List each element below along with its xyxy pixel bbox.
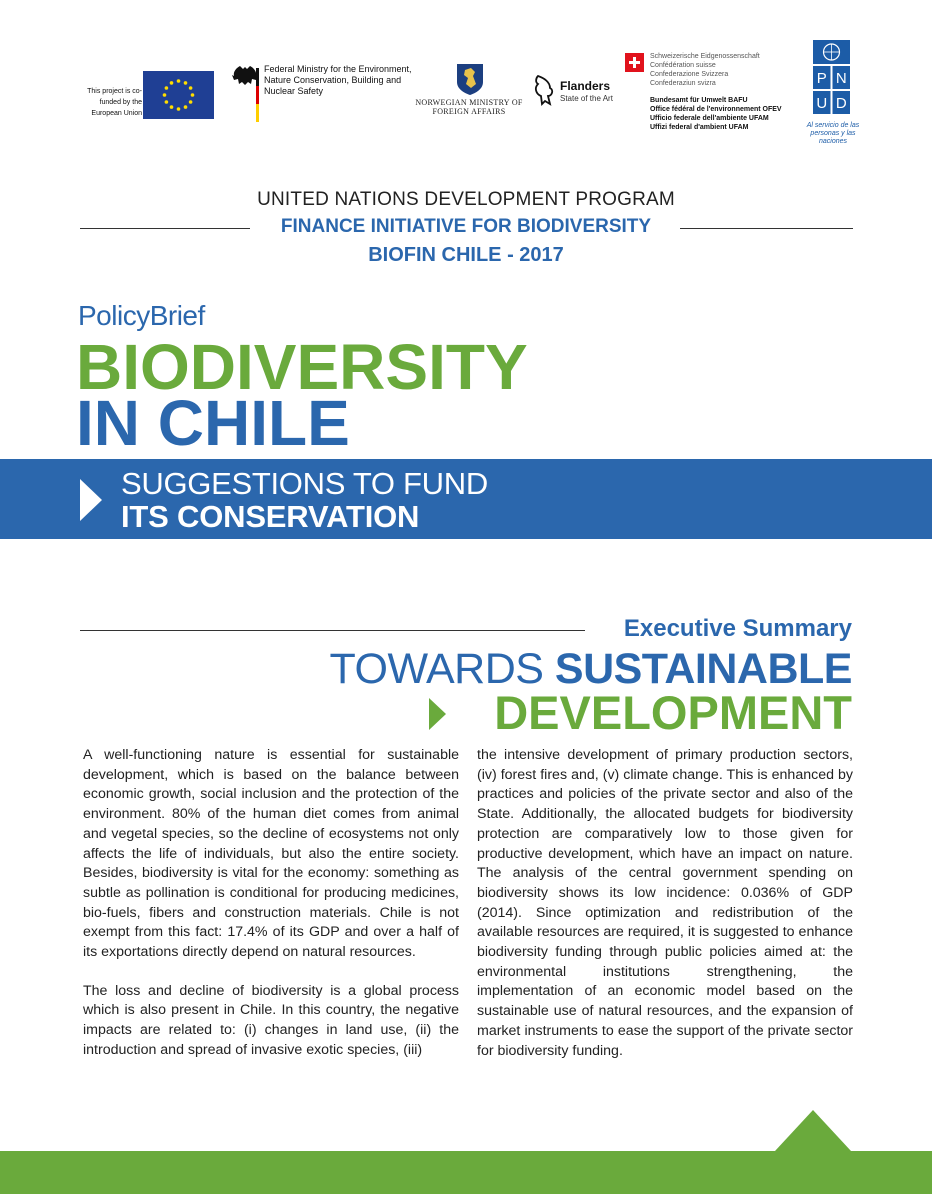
edition-label: BIOFIN CHILE - 2017	[368, 244, 564, 266]
summary-rule	[80, 630, 585, 631]
policy-brief-kicker: PolicyBrief	[78, 300, 205, 331]
play-arrow-icon	[429, 698, 446, 730]
section-label: Executive Summary	[623, 615, 852, 642]
flanders-name: Flanders	[560, 79, 611, 93]
undp-logo	[813, 40, 850, 114]
undp-tagline: Al servicio de las personas y las naciones	[806, 122, 860, 145]
paragraph: The loss and decline of biodiversity is a global process which is also present in Chile. In this country, the negative impacts are related to: (i) changes in land use, (ii) the introduction and spread of invasive exotic species, (iii)	[83, 982, 459, 1058]
undp-letter-p: P	[816, 70, 827, 87]
undp-letter-d: D	[835, 95, 847, 112]
initiative-name: FINANCE INITIATIVE FOR BIODIVERSITY	[280, 216, 652, 237]
play-arrow-icon	[80, 479, 102, 521]
undp-letter-u: U	[816, 95, 828, 112]
eu-cofunding-note: This project is co-funded by the European Union	[87, 88, 142, 117]
section-heading-line2: DEVELOPMENT	[494, 686, 852, 739]
footer-bar	[0, 1151, 932, 1194]
norway-crest-logo	[455, 62, 485, 101]
undp-letter-n: N	[835, 70, 847, 87]
norway-ministry-name: NORWEGIAN MINISTRY OF FOREIGN AFFAIRS	[415, 98, 523, 116]
section-heading-line1: TOWARDS SUSTAINABLE	[329, 645, 852, 693]
eu-flag-logo	[143, 71, 214, 119]
swiss-environment-office: Bundesamt für Umwelt BAFU Office fédéral de l'environnement OFEV Ufficio federale dell'ambiente UFAM Uffizi federal d'ambient UFAM	[650, 97, 782, 131]
subtitle-line1: SUGGESTIONS TO FUND	[121, 466, 488, 501]
program-name: UNITED NATIONS DEVELOPMENT PROGRAM	[257, 189, 675, 210]
footer-triangle	[775, 1110, 851, 1151]
paragraph: A well-functioning nature is essential for sustainable development, which is based on the balance between economic growth, social inclusion and the protection of the environment. 80% of the human diet comes from animal and vegetal species, so the decline of ecosystems not only affects the life of individuals, but also the entire society. Besides, biodiversity is vital for the economy: something as subtle as pollination is conditional for producing medicines, bio-fuels, fibers and construction materials. Chile is not exempt from this fact: 17.4% of its GDP and over a half of its exportations directly depend on natural resources.	[83, 747, 459, 961]
summary-column-left	[83, 746, 459, 1080]
swiss-flag-logo	[625, 53, 644, 72]
main-title-line2: IN CHILE	[76, 387, 350, 459]
summary-column-right	[477, 746, 853, 1080]
flanders-lion-logo	[532, 74, 556, 111]
flanders-tagline: State of the Art	[560, 94, 613, 103]
main-title-line1: BIODIVERSITY	[76, 331, 528, 403]
swiss-confederation-names: Schweizerische Eidgenossenschaft Confédération suisse Confederazione Svizzera Confederaziun svizra	[650, 53, 760, 87]
paragraph: the intensive development of primary production sectors, (iv) forest fires and, (v) climate change. This is enhanced by practices and policies of the private sector and also of the State. Additionally, the allocated budgets for biodiversity protection are comparatively low to those given for productive development, which have an impact on nature. The analysis of the central government spending on biodiversity shows its low incidence: 0.036% of GDP (2014). Since optimization and redistribution of the available resources are required, it is suggested to enhance biodiversity funding through public policies aimed at: the environmental institutions strengthening, the implementation of an economic model based on the sustainable use of natural resources, and the expansion of market instruments to ease the support of the private sector for biodiversity funding.	[477, 747, 853, 1059]
subtitle-line2: ITS CONSERVATION	[121, 499, 420, 534]
german-eagle-logo	[230, 64, 260, 129]
german-ministry-name: Federal Ministry for the Environment, Nature Conservation, Building and Nuclear Safety	[264, 64, 412, 96]
